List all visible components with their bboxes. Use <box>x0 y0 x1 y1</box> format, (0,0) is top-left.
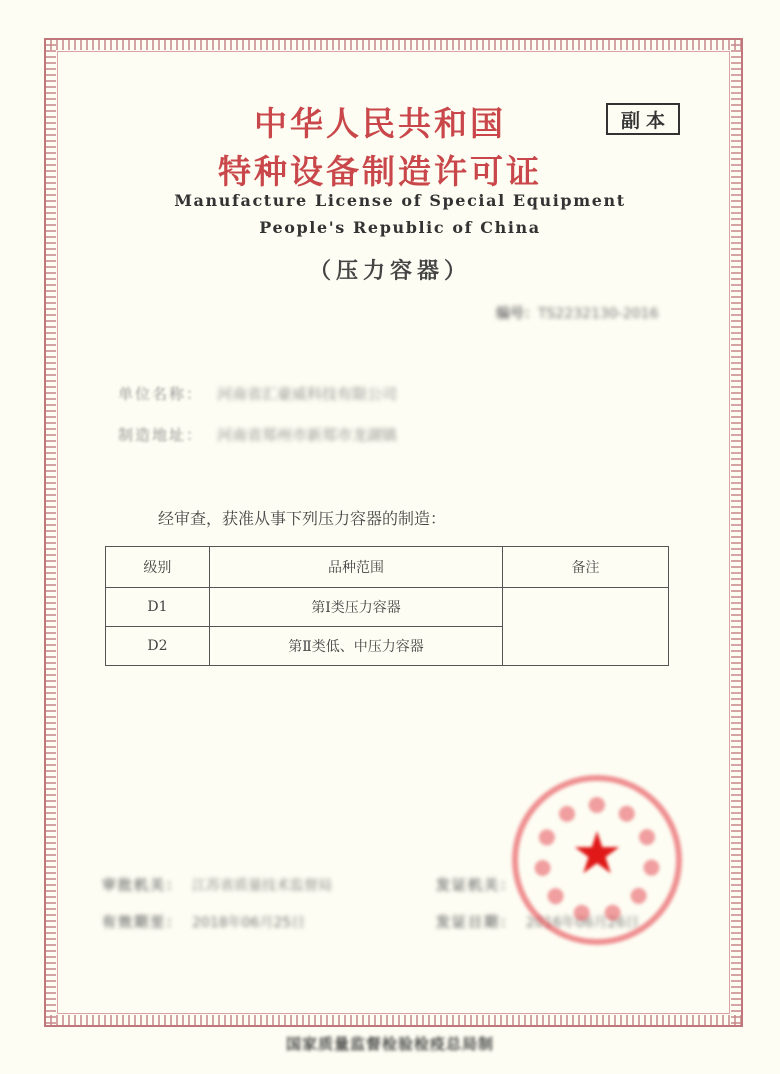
valid-until-label: 有效期至： <box>102 915 182 931</box>
header-scope: 品种范围 <box>209 547 502 588</box>
title-cn-license: 特种设备制造许可证 <box>218 152 542 191</box>
approval-authority <box>102 875 332 895</box>
table-row <box>106 588 669 627</box>
issuing-authority <box>436 875 526 895</box>
certificate-number <box>496 303 658 323</box>
valid-until <box>102 912 305 932</box>
cell-scope: 第Ⅰ类压力容器 <box>209 588 502 627</box>
scope-table <box>105 546 669 666</box>
issue-date-value: 2016年06月26日 <box>526 915 640 931</box>
certificate-number-value: TS2232130-2016 <box>538 306 659 322</box>
issuer-footer: 国家质量监督检验检疫总局制 <box>285 1035 494 1053</box>
cell-level: D2 <box>106 627 210 666</box>
company-name-value: 河南省汇豪威科技有限公司 <box>217 385 398 403</box>
field-manufacture-address <box>118 424 397 445</box>
title-en-country: People's Republic of China <box>259 218 541 237</box>
title-en-license: Manufacture License of Special Equipment <box>174 191 626 210</box>
certificate-number-label: 编号： <box>496 306 538 322</box>
approval-statement: 经审查，获准从事下列压力容器的制造： <box>158 509 447 528</box>
title-cn-country: 中华人民共和国 <box>254 104 506 143</box>
manufacture-address-label: 制造地址： <box>118 426 204 444</box>
approval-authority-value: 江苏省质量技术监督局 <box>192 878 332 894</box>
cell-scope: 第Ⅱ类低、中压力容器 <box>209 627 502 666</box>
table-header-row <box>106 547 669 588</box>
issuing-authority-label: 发证机关： <box>436 878 516 894</box>
field-company-name <box>118 383 397 404</box>
header-note: 备注 <box>503 547 669 588</box>
official-seal <box>512 775 682 945</box>
header-level: 级别 <box>106 547 210 588</box>
copy-badge: 副本 <box>606 103 680 135</box>
equipment-category: （压力容器） <box>308 259 471 284</box>
valid-until-value: 2018年06月25日 <box>192 915 306 931</box>
approval-authority-label: 审批机关： <box>102 878 182 894</box>
cell-level: D1 <box>106 588 210 627</box>
issue-date-label: 发证日期： <box>436 915 516 931</box>
cell-note <box>503 588 669 666</box>
company-name-label: 单位名称： <box>118 385 204 403</box>
red-star-icon: ★ <box>571 819 623 887</box>
manufacture-address-value: 河南省郑州市新郑市龙湖镇 <box>217 426 398 444</box>
